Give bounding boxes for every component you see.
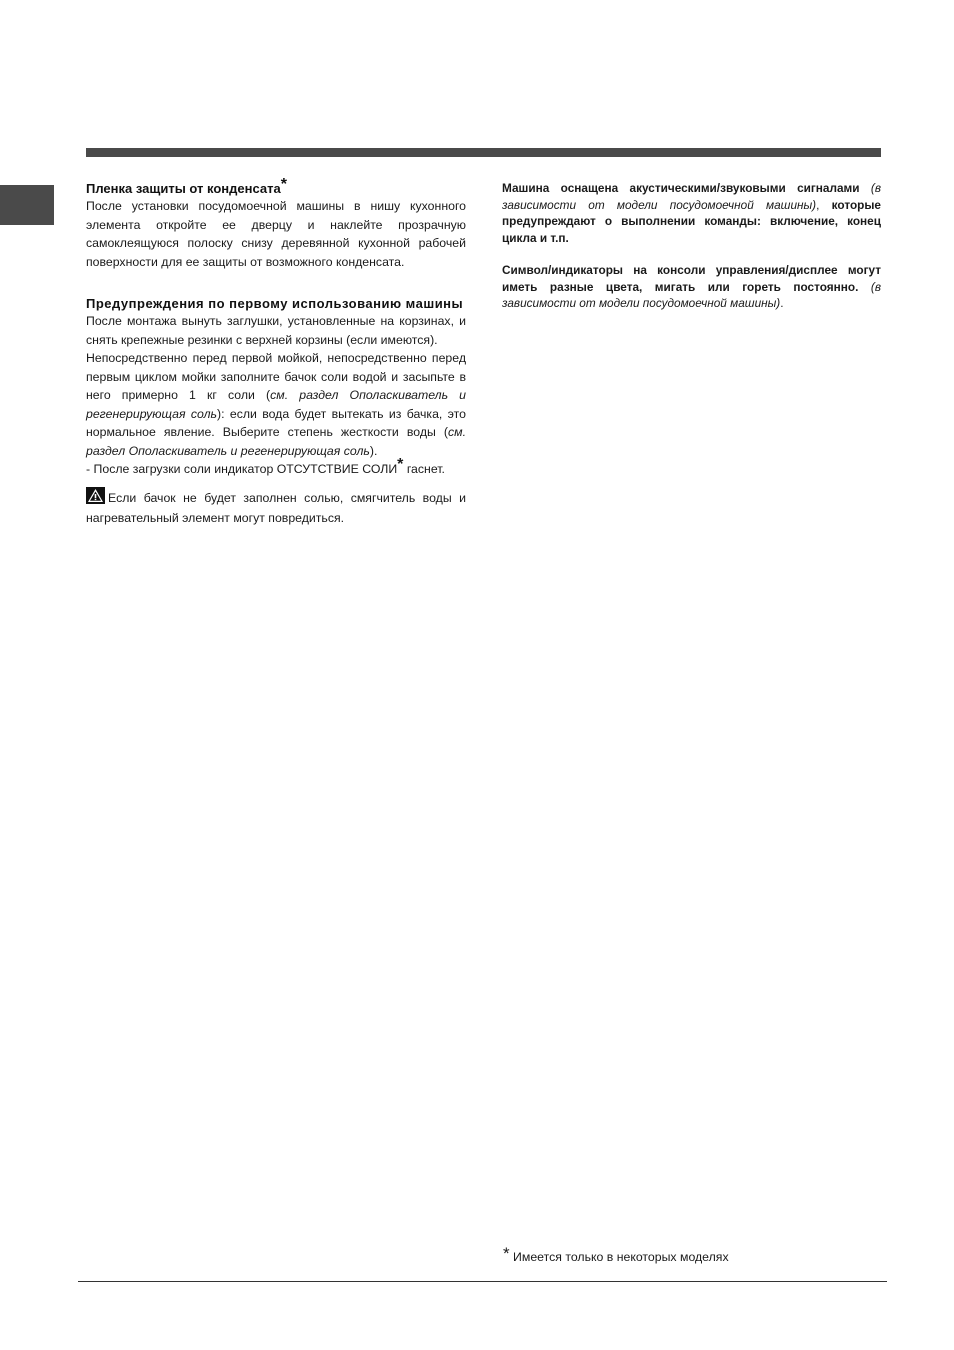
indicators-paragraph: Символ/индикаторы на консоли управления/дисплее могут иметь разные цвета, мигать или гореть постоянно. (в зависимости от модели посудомоечной машины). — [502, 263, 881, 310]
warning-paragraph: Если бачок не будет заполнен солью, смягчитель воды и нагревательный элемент могут повредиться. — [86, 487, 466, 528]
footnote: * Имеется только в некоторых моделях — [503, 1244, 729, 1264]
left-column — [86, 176, 467, 528]
page-tab-marker — [0, 185, 54, 225]
section-reference: см. раздел Ополаскиватель и регенерирующая соль — [86, 425, 466, 458]
asterisk-mark: * — [397, 456, 404, 473]
asterisk-mark: * — [503, 1244, 510, 1263]
header-rule — [86, 148, 881, 157]
first-use-paragraph-3: - После загрузки соли индикатор ОТСУТСТВИЕ СОЛИ* гаснет. — [86, 456, 445, 476]
asterisk-mark: * — [280, 176, 287, 193]
section-title-condensation-film: Пленка защиты от конденсата* — [86, 176, 287, 196]
warning-triangle-icon — [86, 487, 105, 510]
right-column — [502, 180, 881, 312]
acoustic-signals-paragraph: Машина оснащена акустическими/звуковыми сигналами (в зависимости от модели посудомоечной машины), которые предупреждают о выполнении команды: включение, конец цикла и т.п. — [502, 181, 881, 245]
section-reference: см. раздел Ополаскиватель и регенерирующая соль — [86, 388, 467, 421]
first-use-paragraph-2: Непосредственно перед первой мойкой, непосредственно перед первым циклом мойки заполните бачок соли водой и засыпьте в него примерно 1 кг соли (см. раздел Ополаскиватель и регенерирующая соль): если вода будет вытекать из бачка, это нормальное явление. Выберите степень жесткости воды (см. раздел Ополаскиватель и регенерирующая соль). — [86, 351, 467, 458]
footer-rule — [78, 1281, 887, 1282]
section-title-first-use-warnings: Предупреждения по первому использованию машины — [86, 296, 464, 311]
first-use-paragraph-1: После монтажа вынуть заглушки, установленные на корзинах, и снять крепежные резинки с верхней корзины (если имеются). — [86, 314, 466, 347]
condensation-film-text: После установки посудомоечной машины в нишу кухонного элемента откройте ее дверцу и наклейте прозрачную самоклеящуюся полоску снизу деревянной кухонной рабочей поверхности для ее защиты от возможного конденсата. — [86, 199, 466, 269]
